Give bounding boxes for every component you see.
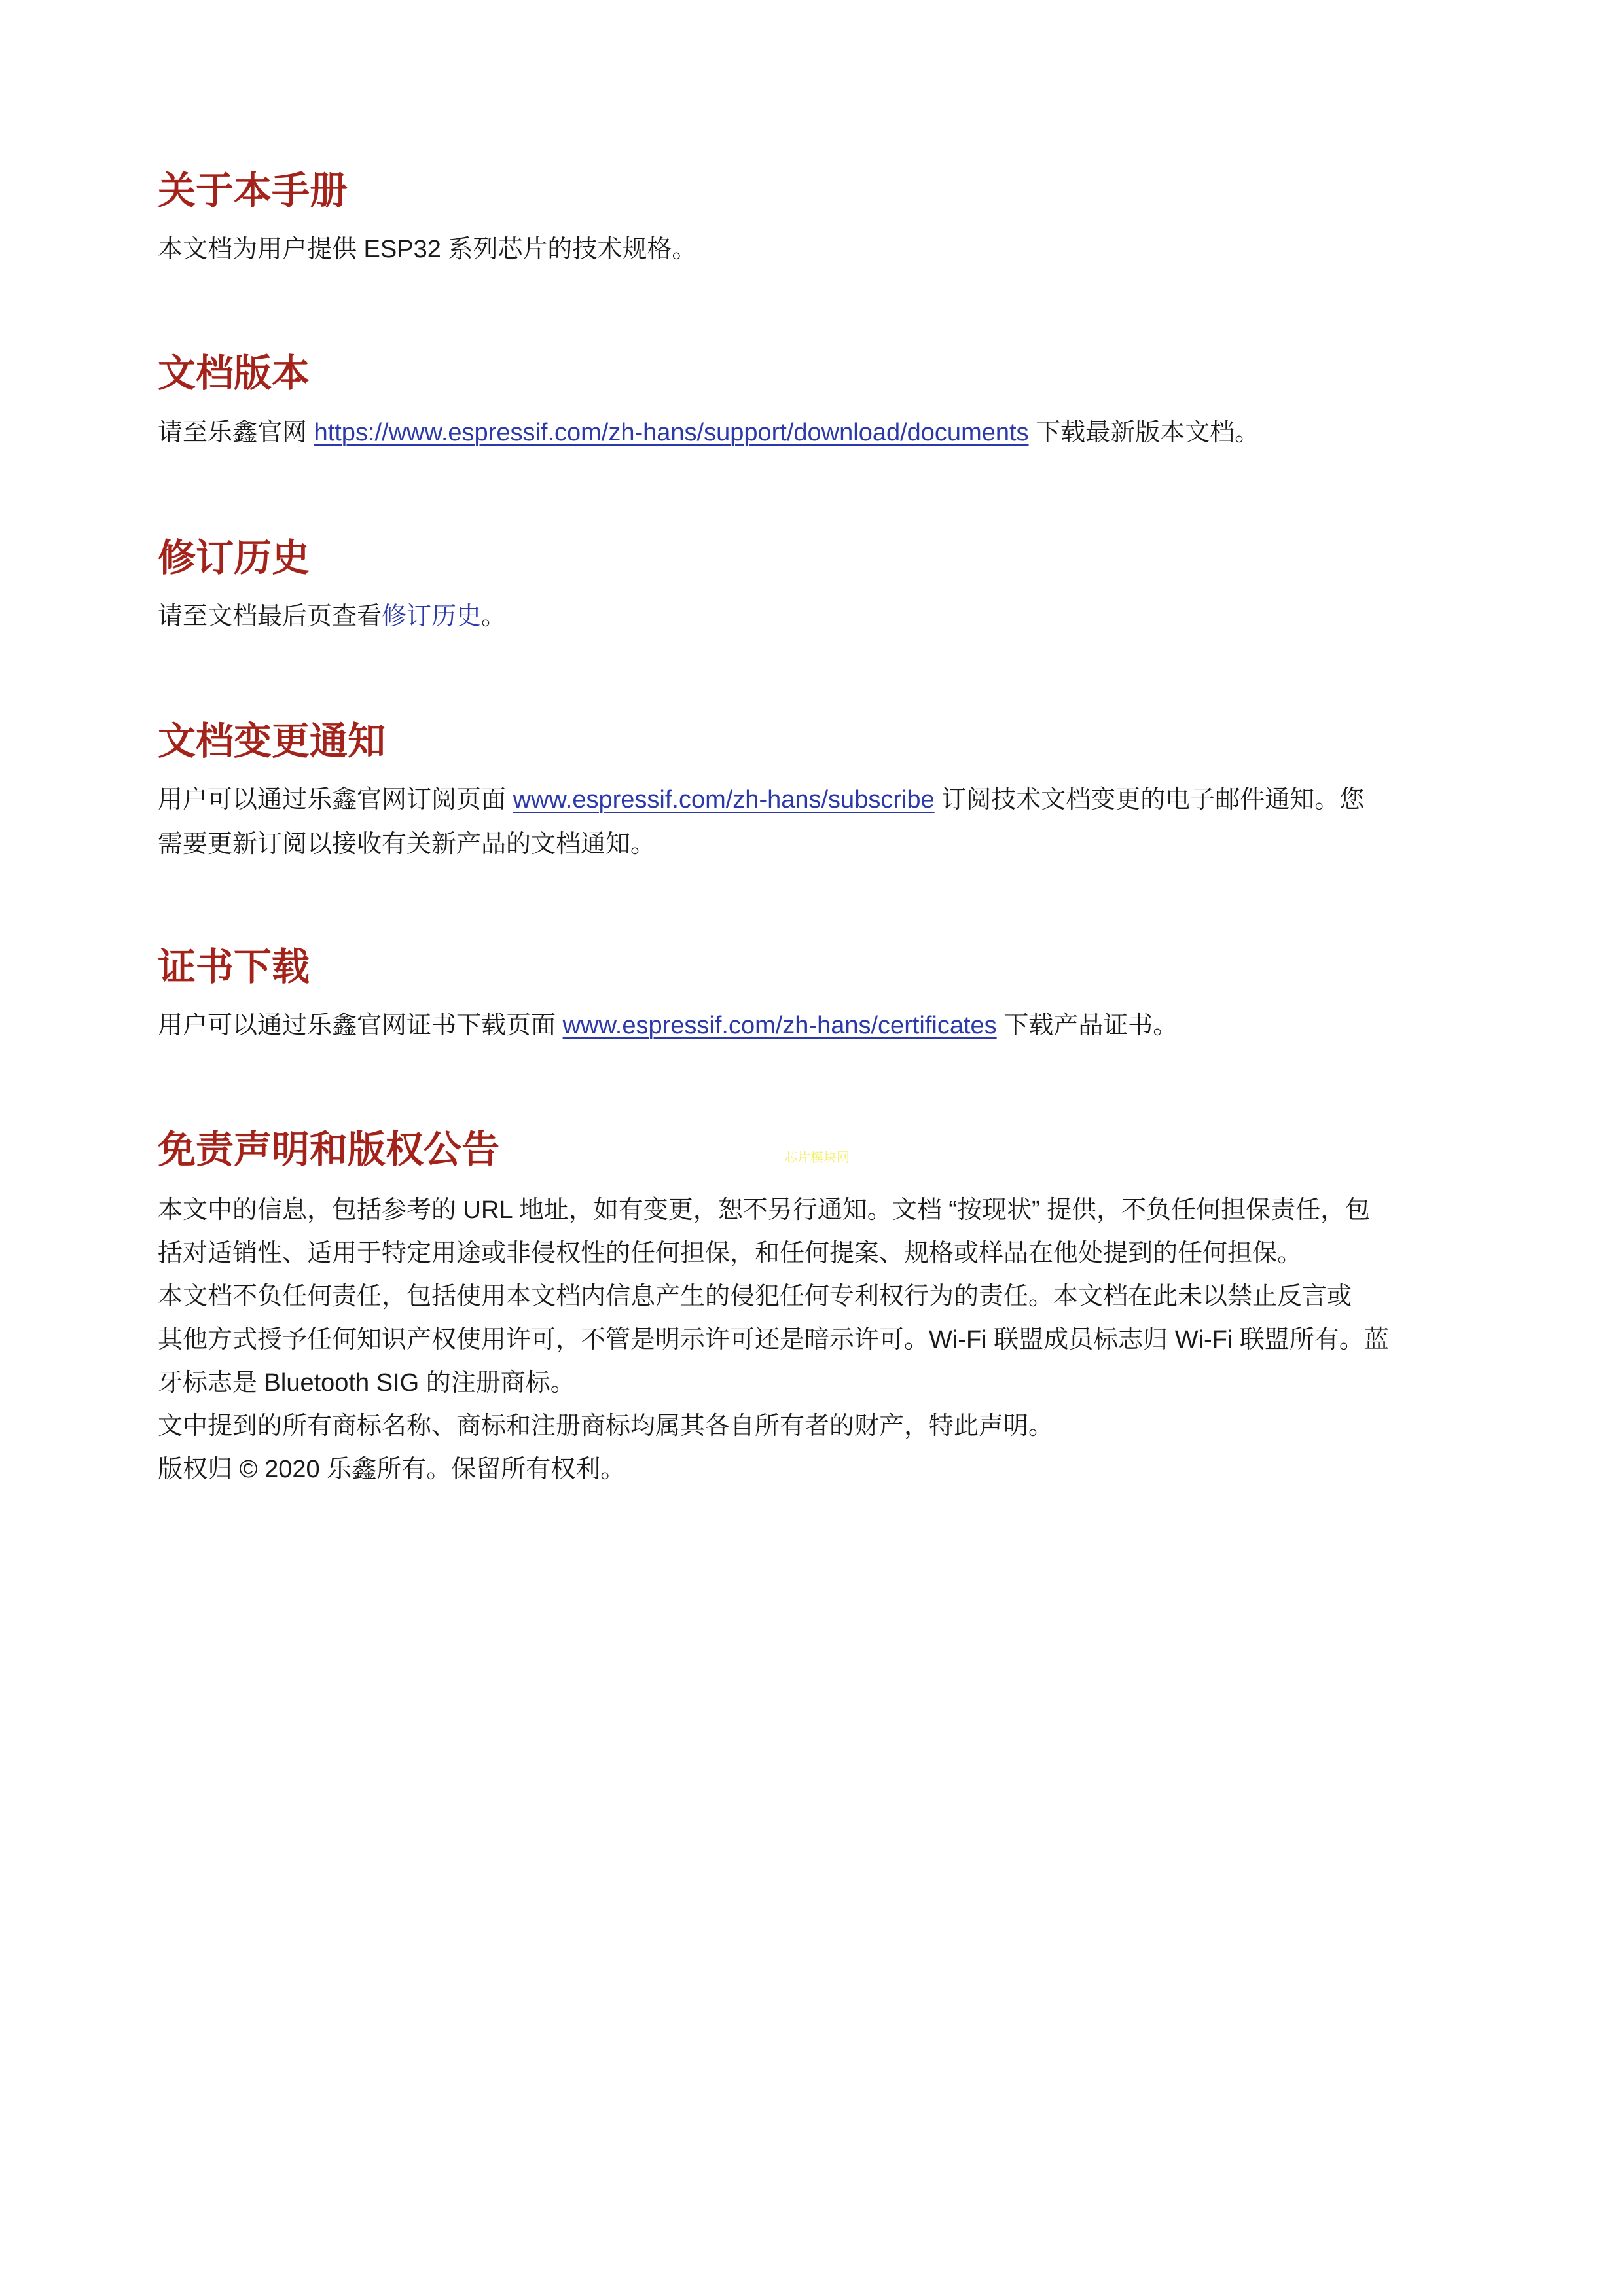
disclaimer-line-3: 本文档不负任何责任，包括使用本文档内信息产生的侵犯任何专利权行为的责任。本文档在此未以禁止反言或 [158,1283,1352,1310]
revision-text-post: 。 [481,603,507,630]
notification-text-post: 订阅技术文档变更的电子邮件通知。您 [934,786,1365,814]
documents-download-link[interactable]: https://www.espressif.com/zh-hans/support/download/documents [314,419,1029,446]
notification-text-line-2: 需要更新订阅以接收有关新产品的文档通知。 [158,831,656,858]
disclaimer-line-4: 其他方式授予任何知识产权使用许可，不管是明示许可还是暗示许可。Wi-Fi 联盟成员标志归 Wi-Fi 联盟所有。蓝 [158,1326,1389,1354]
subscribe-link[interactable]: www.espressif.com/zh-hans/subscribe [513,786,935,814]
certificates-link[interactable]: www.espressif.com/zh-hans/certificates [562,1012,997,1039]
section-title-version: 文档版本 [158,351,310,395]
revision-text-pre: 请至文档最后页查看 [158,603,382,630]
certificates-text-pre: 用户可以通过乐鑫官网证书下载页面 [158,1012,563,1039]
section-title-change-notification: 文档变更通知 [158,719,386,763]
section-title-about: 关于本手册 [158,168,348,213]
disclaimer-line-2: 括对适销性、适用于特定用途或非侵权性的任何担保，和任何提案、规格或样品在他处提到的任何担保。 [158,1240,1303,1267]
version-text-pre: 请至乐鑫官网 [158,419,314,446]
certificates-text [158,1013,1178,1038]
copyright-line: 版权归 © 2020 乐鑫所有。保留所有权利。 [158,1456,626,1483]
certificates-text-post: 下载产品证书。 [996,1012,1178,1039]
revision-history-text [158,604,506,629]
watermark-text: 芯片模块网 [784,1151,850,1165]
revision-history-link[interactable]: 修订历史 [382,603,482,630]
notification-text-pre: 用户可以通过乐鑫官网订阅页面 [158,786,513,814]
section-title-revision-history: 修订历史 [158,535,310,580]
disclaimer-line-1: 本文中的信息，包括参考的 URL 地址，如有变更，恕不另行通知。文档 “按现状” 提供，不负任何担保责任，包 [158,1196,1371,1224]
trademark-line: 文中提到的所有商标名称、商标和注册商标均属其各自所有者的财产，特此声明。 [158,1412,1054,1440]
disclaimer-line-5: 牙标志是 Bluetooth SIG 的注册商标。 [158,1369,575,1397]
about-text: 本文档为用户提供 ESP32 系列芯片的技术规格。 [158,236,697,263]
notification-text-line-1 [158,787,1364,812]
version-text [158,420,1259,445]
section-title-disclaimer: 免责声明和版权公告 [158,1127,500,1172]
section-title-certificates: 证书下载 [158,944,310,989]
version-text-post: 下载最新版本文档。 [1028,419,1260,446]
